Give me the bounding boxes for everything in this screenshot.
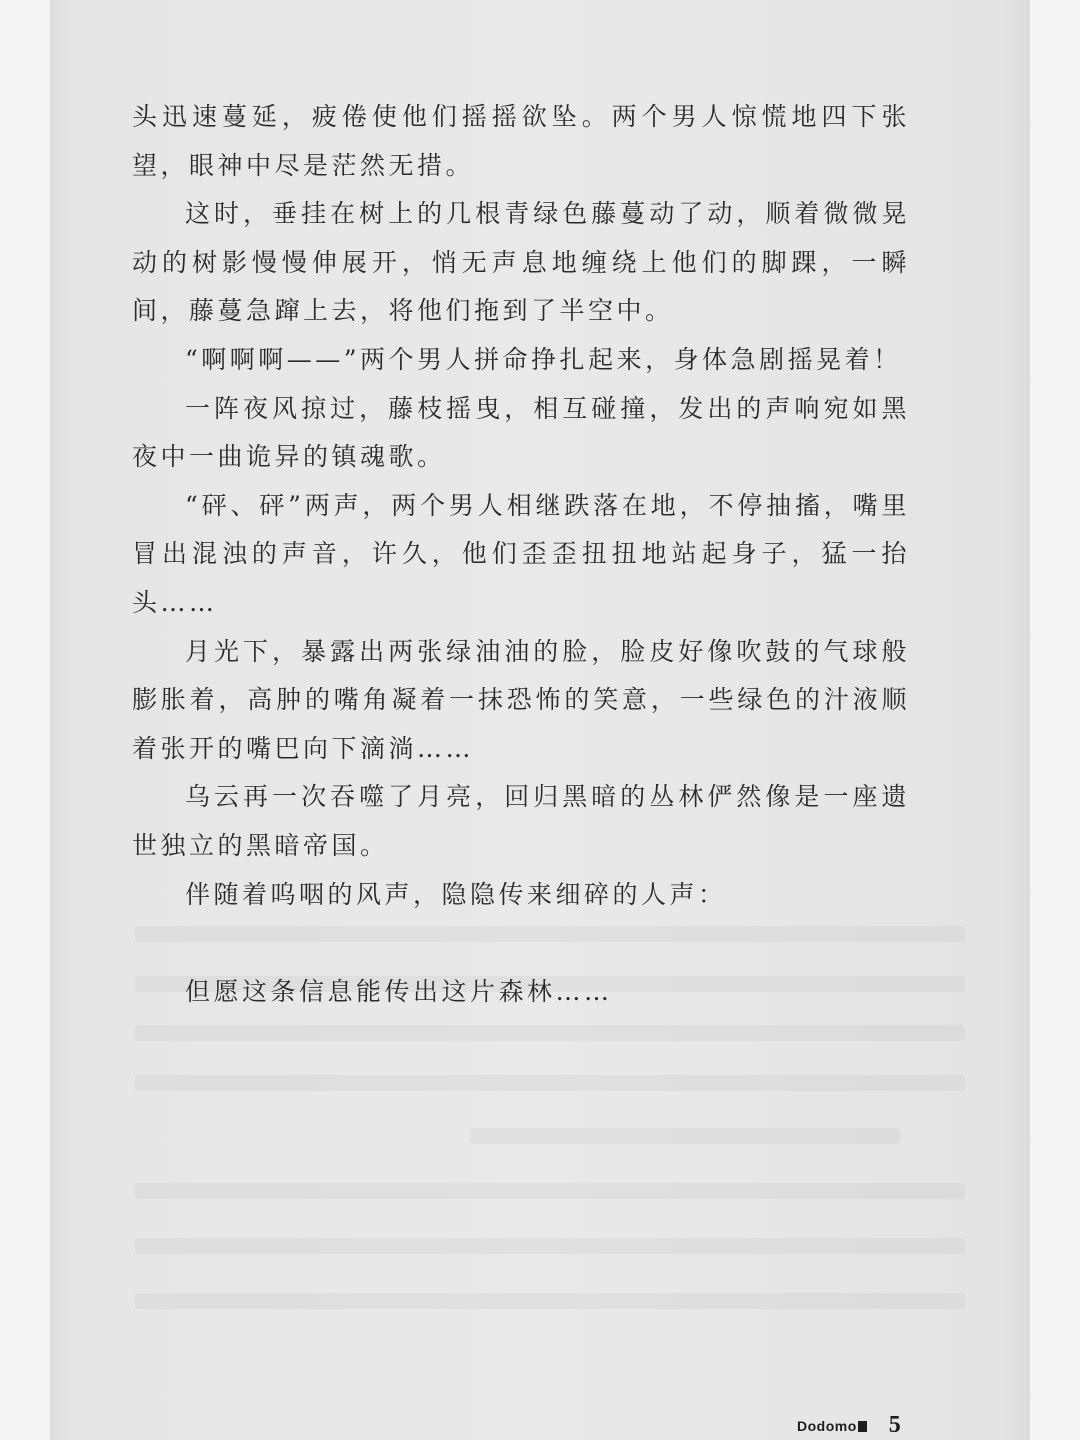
page-number: 5	[888, 1412, 901, 1438]
paragraph: 乌云再一次吞噬了月亮，回归黑暗的丛林俨然像是一座遗世独立的黑暗帝国。	[132, 782, 910, 860]
page-footer	[797, 1412, 901, 1439]
paragraph: 这时，垂挂在树上的几根青绿色藤蔓动了动，顺着微微晃动的树影慢慢伸展开，悄无声息地缠绕上他们的脚踝，一瞬间，藤蔓急蹿上去，将他们拖到了半空中。	[132, 199, 910, 326]
show-through-line	[135, 1025, 965, 1041]
paragraph: 一阵夜风掠过，藤枝摇曳，相互碰撞，发出的声响宛如黑夜中一曲诡异的镇魂歌。	[132, 393, 910, 472]
show-through-line	[135, 1183, 965, 1199]
show-through-line	[135, 1075, 965, 1091]
paragraph: “砰、砰”两声，两个男人相继跌落在地，不停抽搐，嘴里冒出混浊的声音，许久，他们歪歪扭扭地站起身子，猛一抬头……	[132, 490, 910, 617]
paragraph: 伴随着呜咽的风声，隐隐传来细碎的人声：	[185, 879, 727, 909]
paragraph: “啊啊啊——”两个男人拼命挣扎起来，身体急剧摇晃着！	[185, 344, 902, 374]
paragraph: 但愿这条信息能传出这片森林……	[185, 976, 613, 1006]
body-text	[132, 93, 910, 1016]
brand-logo	[797, 1418, 867, 1434]
brand-text: Dodomo	[797, 1417, 857, 1434]
show-through-line	[135, 1293, 965, 1309]
paragraph: 月光下，暴露出两张绿油油的脸，脸皮好像吹鼓的气球般膨胀着，高肿的嘴角凝着一抹恐怖的笑意，一些绿色的汁液顺着张开的嘴巴向下滴淌……	[132, 636, 910, 763]
paragraph: 头迅速蔓延，疲倦使他们摇摇欲坠。两个男人惊慌地四下张望，眼神中尽是茫然无措。	[132, 102, 910, 180]
book-page	[50, 0, 1030, 1440]
show-through-line	[135, 1238, 965, 1254]
show-through-line	[470, 1128, 900, 1144]
brand-mark-icon	[858, 1421, 867, 1432]
